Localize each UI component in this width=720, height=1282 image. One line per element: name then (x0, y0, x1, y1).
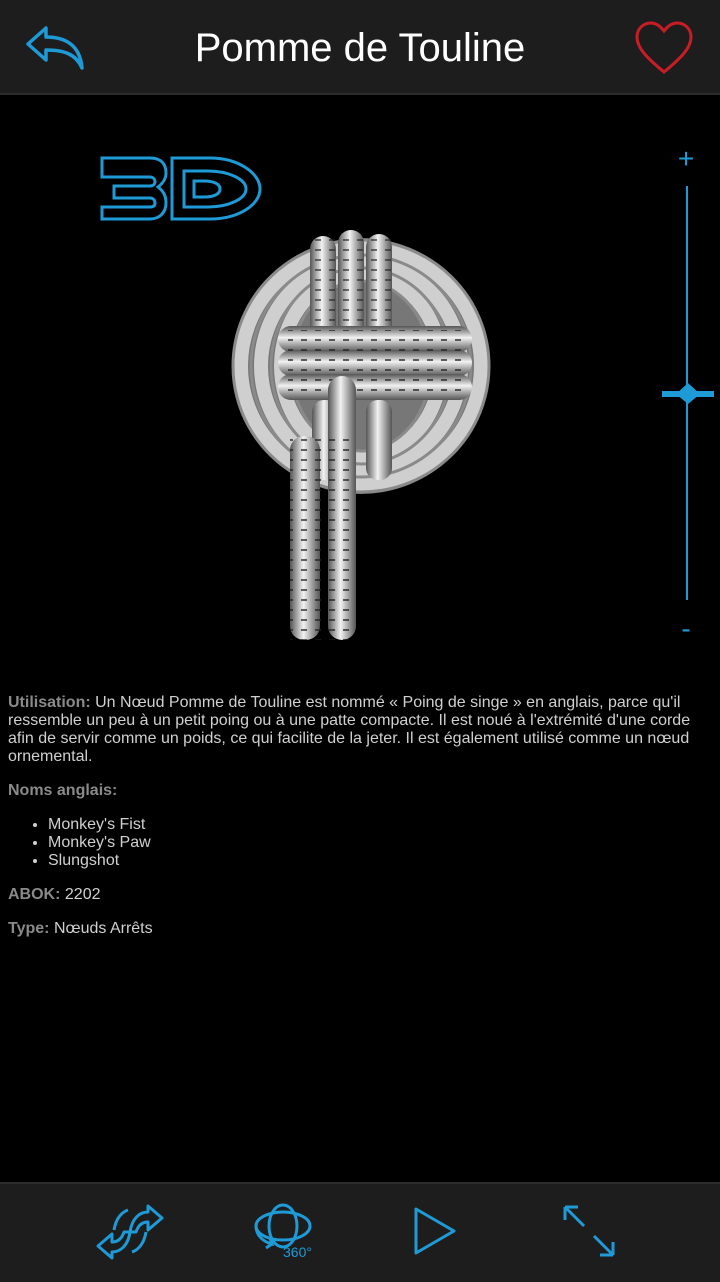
bottom-toolbar (0, 1182, 720, 1282)
english-names-list (8, 816, 712, 870)
3d-mode-badge[interactable] (100, 155, 262, 223)
english-names-label: Noms anglais: (8, 782, 118, 799)
abok-row (8, 886, 712, 904)
play-icon (412, 1206, 458, 1256)
english-names-heading (8, 782, 712, 800)
back-button[interactable] (24, 24, 86, 72)
favorite-button[interactable] (633, 20, 695, 76)
usage-text: Un Nœud Pomme de Touline est nommé « Poing de singe » en anglais, parce qu'il ressemble un peu à un petit poing ou à une patte compacte. Il est noué à l'extrémité d'une corde afin de servir comme un poids, ce qui facilite de la jeter. Il est également utilisé comme un nœud ornemental. (8, 694, 691, 765)
play-button[interactable] (412, 1206, 458, 1261)
usage-paragraph (8, 694, 712, 766)
usage-label: Utilisation: (8, 694, 91, 711)
3d-logo-icon (100, 155, 262, 223)
list-item: • Monkey's Fist (48, 816, 712, 834)
page-title: Pomme de Touline (194, 26, 526, 70)
fullscreen-icon (562, 1204, 616, 1258)
rotate-360-label: 360° (283, 1244, 312, 1260)
flip-rotate-icon (94, 1202, 166, 1260)
monkey-fist-knot-image (228, 226, 494, 642)
list-item: • Slungshot (48, 852, 712, 870)
undo-arrow-icon (24, 24, 86, 72)
list-item: • Monkey's Paw (48, 834, 712, 852)
zoom-out-button[interactable]: - (681, 613, 691, 644)
type-row (8, 920, 712, 938)
zoom-in-button[interactable]: + (677, 143, 695, 174)
abok-label: ABOK: (8, 886, 61, 903)
flip-rotate-button[interactable] (94, 1202, 166, 1265)
heart-outline-icon (633, 20, 695, 76)
type-label: Type: (8, 920, 50, 937)
type-value: Nœuds Arrêts (53, 920, 153, 937)
top-bar (0, 0, 720, 95)
fullscreen-button[interactable] (562, 1204, 616, 1263)
abok-value: 2202 (64, 886, 101, 903)
knot-details (8, 694, 712, 954)
zoom-slider-thumb[interactable] (662, 381, 714, 405)
